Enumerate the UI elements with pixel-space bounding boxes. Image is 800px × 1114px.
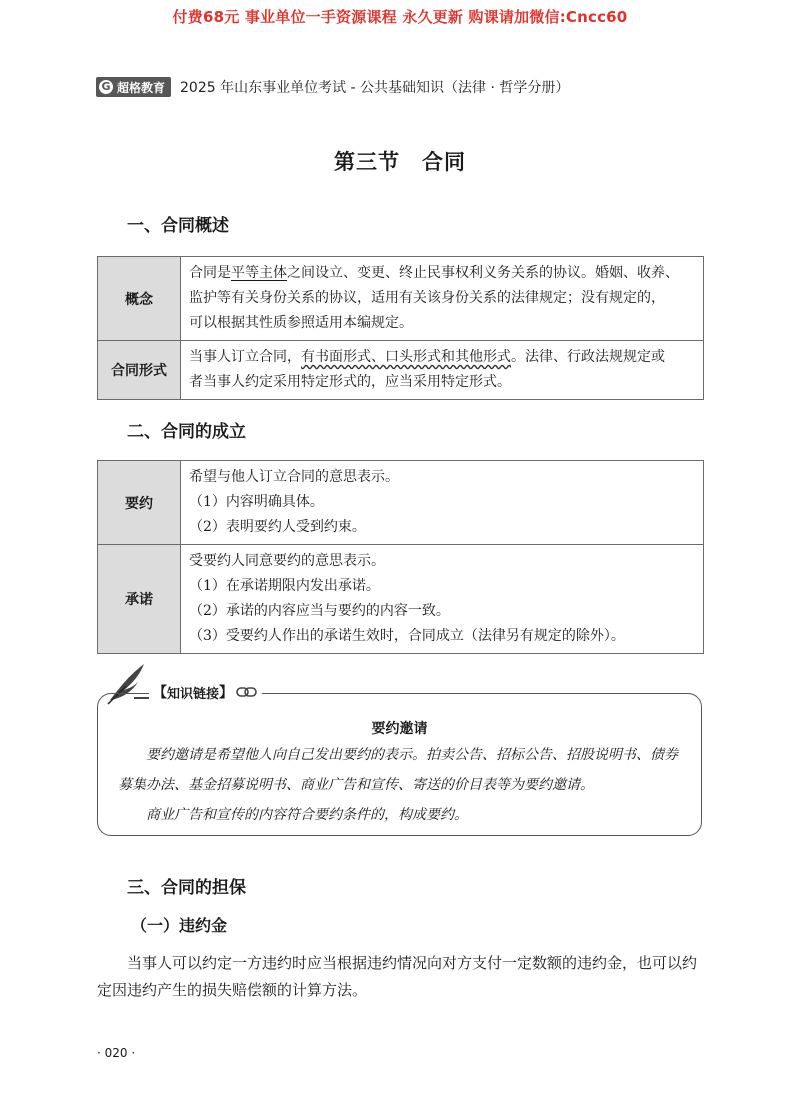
header-title: 2025 年山东事业单位考试 - 公共基础知识（法律 · 哲学分册） — [180, 80, 570, 96]
text-line: 受要约人同意要约的意思表示。 — [189, 553, 385, 569]
tag-label: 知识链接 — [167, 686, 220, 702]
table-row — [98, 461, 704, 545]
text-line: 希望与他人订立合同的意思表示。 — [189, 469, 399, 485]
heading-formation: 二、合同的成立 — [127, 422, 246, 442]
contract-overview-table — [97, 256, 704, 400]
row-content — [181, 461, 704, 545]
watermark-banner: 付费68元 事业单位一手资源课程 永久更新 购课请加微信:Cncc60 — [172, 8, 628, 26]
text-line: 者当事人约定采用特定形式的，应当采用特定形式。 — [189, 374, 511, 390]
table-row — [98, 257, 704, 341]
heading-guarantee: 三、合同的担保 — [127, 878, 246, 898]
text-line: （1）在承诺期限内发出承诺。 — [189, 578, 380, 594]
tag-bracket: 【 — [153, 685, 167, 701]
text-line: （1）内容明确具体。 — [189, 494, 324, 510]
text-line: 监护等有关身份关系的协议，适用有关该身份关系的法律规定；没有规定的， — [189, 290, 665, 306]
knowledge-paragraph: 要约邀请是希望他人向自己发出要约的表示。拍卖公告、招标公告、招股说明书、债券募集办法、基金招募说明书、商业广告和宣传、寄送的价目表等为要约邀请。 — [118, 747, 678, 793]
page-number: · 020 · — [97, 1046, 136, 1060]
knowledge-paragraph: 商业广告和宣传的内容符合要约条件的，构成要约。 — [146, 807, 468, 823]
text-line: （2）表明要约人受到约束。 — [189, 519, 366, 535]
logo-text: 超格教育 — [117, 80, 166, 95]
contract-formation-table — [97, 460, 704, 654]
heading-overview: 一、合同概述 — [127, 216, 229, 236]
knowledge-link-tag — [149, 682, 262, 702]
logo-mark-icon: G — [99, 80, 113, 94]
row-label: 承诺 — [98, 545, 181, 654]
row-content — [181, 257, 704, 341]
body-paragraph: 当事人可以约定一方违约时应当根据违约情况向对方支付一定数额的违约金，也可以约定因违约产生的损失赔偿额的计算方法。 — [97, 954, 698, 999]
underlined-term: 有书面形式、口头形式和其他形式 — [301, 349, 511, 365]
table-row — [98, 545, 704, 654]
text-line: （3）受要约人作出的承诺生效时，合同成立（法律另有规定的除外）。 — [189, 628, 625, 644]
page-header — [96, 76, 569, 98]
text-line: （2）承诺的内容应当与要约的内容一致。 — [189, 603, 450, 619]
tag-bracket: 】 — [219, 685, 234, 701]
chain-link-icon — [236, 686, 258, 698]
brand-logo — [96, 77, 171, 97]
row-content — [181, 545, 704, 654]
text-segment: 之间设立、变更、终止民事权利义务关系的协议。婚姻、收养、 — [287, 265, 679, 281]
row-label: 概念 — [98, 257, 181, 341]
underlined-term: 平等主体 — [231, 265, 287, 281]
text-segment: 合同是 — [189, 265, 231, 281]
knowledge-title: 要约邀请 — [371, 721, 428, 737]
table-row — [98, 341, 704, 400]
text-segment: 当事人订立合同， — [189, 349, 301, 365]
row-label: 合同形式 — [98, 341, 181, 400]
row-label: 要约 — [98, 461, 181, 545]
row-content — [181, 341, 704, 400]
section-title: 第三节 合同 — [334, 149, 466, 174]
subheading-penalty: （一）违约金 — [131, 916, 228, 935]
text-segment: 。法律、行政法规规定或 — [511, 349, 665, 365]
text-line: 可以根据其性质参照适用本编规定。 — [189, 315, 413, 331]
